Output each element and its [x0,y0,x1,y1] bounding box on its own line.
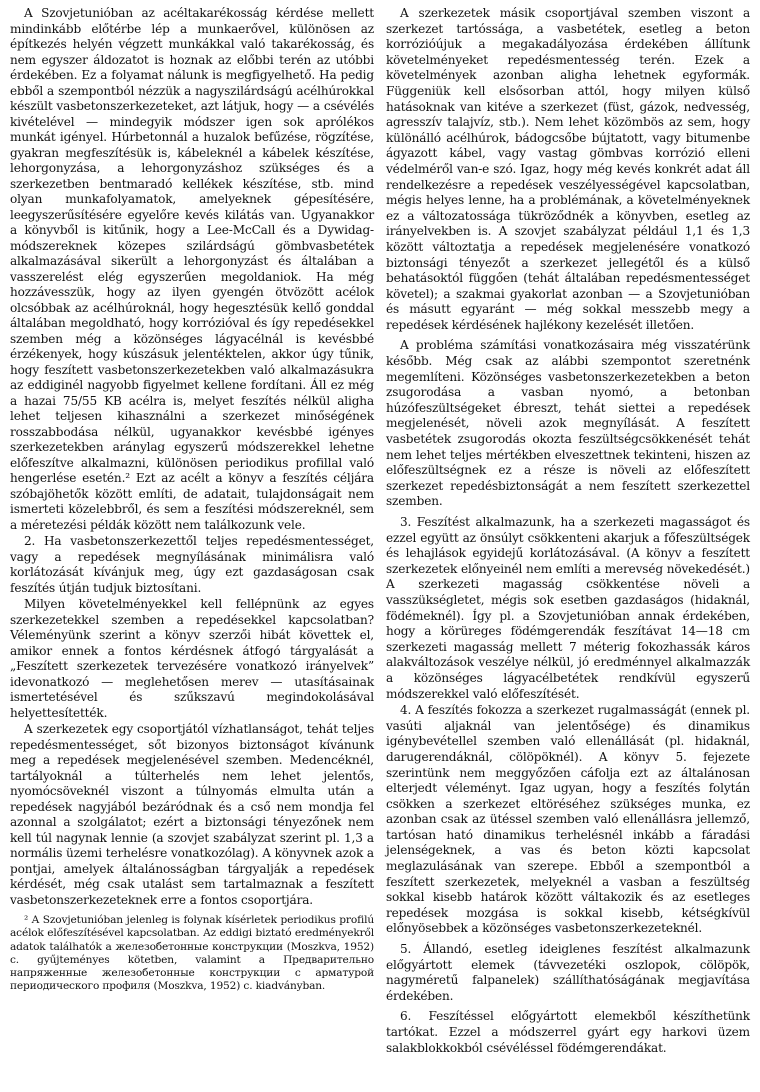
left-column [10,6,374,1056]
paragraph-point-4: 4. A feszítés fokozza a szerkezet rugalmasságát (ennek pl. vasúti aljaknál van jelentősége) és dinamikus igénybevétellel szemben való ellenállását (pl. hidaknál, darugerendáknál, cölöpöknél). A könyv 5. fejezete szerintünk nem meggyőzően cáfolja ezt az általánosan elterjedt véleményt. Igaz ugyan, hogy a feszítés folytán csökken a szerkezet eltöréséhez szükséges munka, ez azonban csak az ütéssel szemben való ellenállásra jellemző, tartósan ható dinamikus terhelésnél inkább a fáradási jelenségeknek, a vas és beton közti kapcsolat meglazulásának van szerepe. Ebből a szempontból a feszített szerkezetek, melyeknél a vasban a feszültség sokkal kisebb határok között váltakozik és az esetleges repedések mozgása is sokkal kisebb, kétségkívül előnyösebbek a közönséges vasbetonszerkezeteknél. [386,703,750,936]
two-column-body [10,6,750,1056]
paragraph-vizhatlansag: A szerkezetek egy csoportjától vízhatlanságot, tehát teljes repedésmentességet, sőt bizonyos biztonságot kívánunk meg a repedések megjelenésével szemben. Medencéknél, tartályoknál a túlterhelés nem lehet jelentős, nyomócsöveknél viszont a túlnyomás elmulta után a repedések nagyjából bezáródnak és a cső nem mondja fel azonnal a szolgálatot; ezért a biztonsági tényezőnek nem kell túl nagynak lennie (a szovjet szabályzat szerint pl. 1,3 a normális üzemi terhelésre vonatkozólag). A könyvnek azok a pontjai, amelyek általánosságban tárgyalják a repedések kérdését, még csak utalást sem tartalmaznak a feszített vasbetonszerkezeteknek erre a fontos csoportjára. [10,722,374,907]
right-column [386,6,750,1056]
paragraph-korrozio: A szerkezetek másik csoportjával szemben viszont a szerkezet tartóssága, a vasbetétek, esetleg a beton korrózióújuk a megakadályozása érdekében állítunk követelményeket repedésmentesség terén. Ezek a követelmények azonban aligha lehetnek egyformák. Függeniük kell elsősorban attól, hogy milyen külső hatásoknak van kitéve a szerkezet (füst, gázok, nedvesség, agresszív talajvíz, stb.). Nem lehet közömbös az sem, hogy különálló acélhúrok, bádogcsőbe bújtatott, vagy bitumenbe ágyazott kábel, vagy vastag gömbvas korrózió elleni védelméről van-e szó. Igaz, hogy még kevés konkrét adat áll rendelkezésre a repedések veszélyességével kapcsolatban, mégis helyes lenne, ha a problémának, a követelményeknek ez a változatossága tükröződnék a könyvben, esetleg az irányelvekben is. A szovjet szabályzat például 1,1 és 1,3 között változtatja a repedések megjelenésére vonatkozó biztonsági tényezőt a szerkezet jellegétől és a külső behatásoktól függően (tehát általában repedésmentességet követel); a szakmai gyakorlat azonban — a Szovjetunióban és másutt egyaránt — még sokkal messzebb megy a repedések kérdésének hajlékony kezelését illetően. [386,6,750,332]
paragraph-point-2: 2. Ha vasbetonszerkezettől teljes repedésmentességet, vagy a repedések megnyílásának minimálisra való korlátozását kívánjuk meg, úgy ezt gazdaságosan csak feszítés útján tudjuk biztosítani. [10,534,374,595]
paragraph-point-6: 6. Feszítéssel előgyártott elemekből készíthetünk tartókat. Ezzel a módszerrel gyárt egy harkovi üzem salakblokkokból csévéléssel födémgerendákat. [386,1009,750,1055]
paragraph-point-5: 5. Állandó, esetleg ideiglenes feszítést alkalmazunk előgyártott elemek (távvezetéki oszlopok, cölöpök, nagyméretű falpanelek) szállíthatóságának megjavítása érdekében. [386,942,750,1003]
paragraph-point-3: 3. Feszítést alkalmazunk, ha a szerkezeti magasságot és ezzel együtt az önsúlyt csökkenteni akarjuk a főfeszültségek és lehajlások egyidejű korlátozásával. (A könyv a feszített szerkezetek előnyeinél nem említi a merevség növekedését.) A szerkezeti magasság csökkentése növeli a vasszükségletet, mégis sok esetben gazdaságos (hidaknál, födémeknél). Így pl. a Szovjetunióban annak érdekében, hogy a körüreges födémgerendák feszítávat 14—18 cm szerkezeti magasság mellett 7 méterig fokozhassák káros alakváltozások veszélye nélkül, jó eredménnyel alkalmazzák a közönséges lágyacélbetétek rendkívül egyszerű módszerekkel való előfeszítését. [386,515,750,701]
paragraph-kovetelmenyek: Milyen követelményekkel kell fellépnünk az egyes szerkezetekkel szemben a repedésekkel kapcsolatban? Véleményünk szerint a könyv szerzői hibát követtek el, amikor ennek a fontos kérdésnek átfogó tárgyalását a „Feszített szerkezetek tervezésére vonatkozó irányelvek” idevonatkozó — meglehetősen merev — utasításainak ismertetésével és szűkszavú megindokolásával helyettesítették. [10,597,374,720]
paragraph-takarekossag: A Szovjetunióban az acéltakarékosság kérdése mellett mindinkább előtérbe lép a munkaerővel, különösen az építkezés helyén végzett munkákkal való takarékosság, és nem egyszer áldozatot is hoznak az előbbi terén az utóbbi érdekében. Ez a folyamat nálunk is megfigyelhető. Ha pedig ebből a szempontból nézzük a nagyszilárdságú acélhúrokkal készült vasbetonszerkezeteket, azt látjuk, hogy — a csévélés kivételével — mindegyik módszer igen sok aprólékos munkát igényel. Húrbetonnál a huzalok befűzése, rögzítése, gyakran megfeszítésük is, kábeleknél a kábelek készítése, lehorgonyzása, a lehorgonyzáshoz szükséges és a szerkezetben bentmaradó kellékek készítése, stb. mind olyan munkafolyamatok, amelyeknek gépesítésére, leegyszerűsítésére egyelőre kevés kilátás van. Ugyanakkor a könyvből is kitűnik, hogy a Lee-McCall és a Dywidag-módszereknek közepes szilárdságú gömbvasbetétek alkalmazásával sikerült a lehorgonyzást és általában a vasszerelést elég egyszerűen megoldaniok. Ha még hozzávesszük, hogy az ilyen gyengén ötvözött acélok olcsóbbak az acélhúroknál, hogy hegesztésük kellő gonddal általában megoldható, hogy korrózióval és így repedésekkel szemben még a közönséges lágyacélnál is kevésbbé érzékenyek, hogy kúszásuk jelentéktelen, akkor úgy tűnik, hogy feszített vasbetonszerkezetekben való alkalmazásukra az eddiginél nagyobb figyelmet kellene fordítani. Áll ez még a hazai 75/55 KB acélra is, melyet feszítés nélkül aligha lehet teljesen kihasználni a szerkezet minőségének rosszabbodása nélkül, ugyanakkor kevésbbé igényes szerkezetekben aránylag egyszerű módszerekkel lehetne előfeszítve alkalmazni, különösen periodikus profillal való hengerlése esetén.² Ezt az acélt a könyv a feszítés céljára szóbajöhetők között említi, de adatait, tulajdonságait nem ismerteti közelebbről, és sem a feszítési módszereknél, sem a méretezési példák között nem találkozunk vele. [10,6,374,532]
footnote-2: ² A Szovjetunióban jelenleg is folynak kísérletek periodikus profilú acélok előfeszítésével kapcsolatban. Az eddigi biztató eredményekről adatok találhatók a железобетонные конструкции (Moszkva, 1952) c. gyűjteményes kötetben, valamint a Предварительно напряженные железобетонные конструкции с арматурой периодического профиля (Moszkva, 1952) c. kiadványban. [10,914,374,993]
paragraph-szamitasi: A probléma számítási vonatkozásaira még visszatérünk később. Még csak az alábbi szempontot szeretnénk megemlíteni. Közönséges vasbetonszerkezetekben a beton zsugorodása a vasban nyomó, a betonban húzófeszültségeket ébreszt, tehát siettei a repedések megjelenését, növeli azok megnyílását. A feszített vasbetétek zsugorodás okozta feszültségcsökkenését tehát nem lehet teljes mértékben elveszettnek tekinteni, hiszen az előfeszültségnek ez a része is növeli az előfeszített szerkezet repedésbiztonságát a nem feszített szerkezettel szemben. [386,338,750,509]
